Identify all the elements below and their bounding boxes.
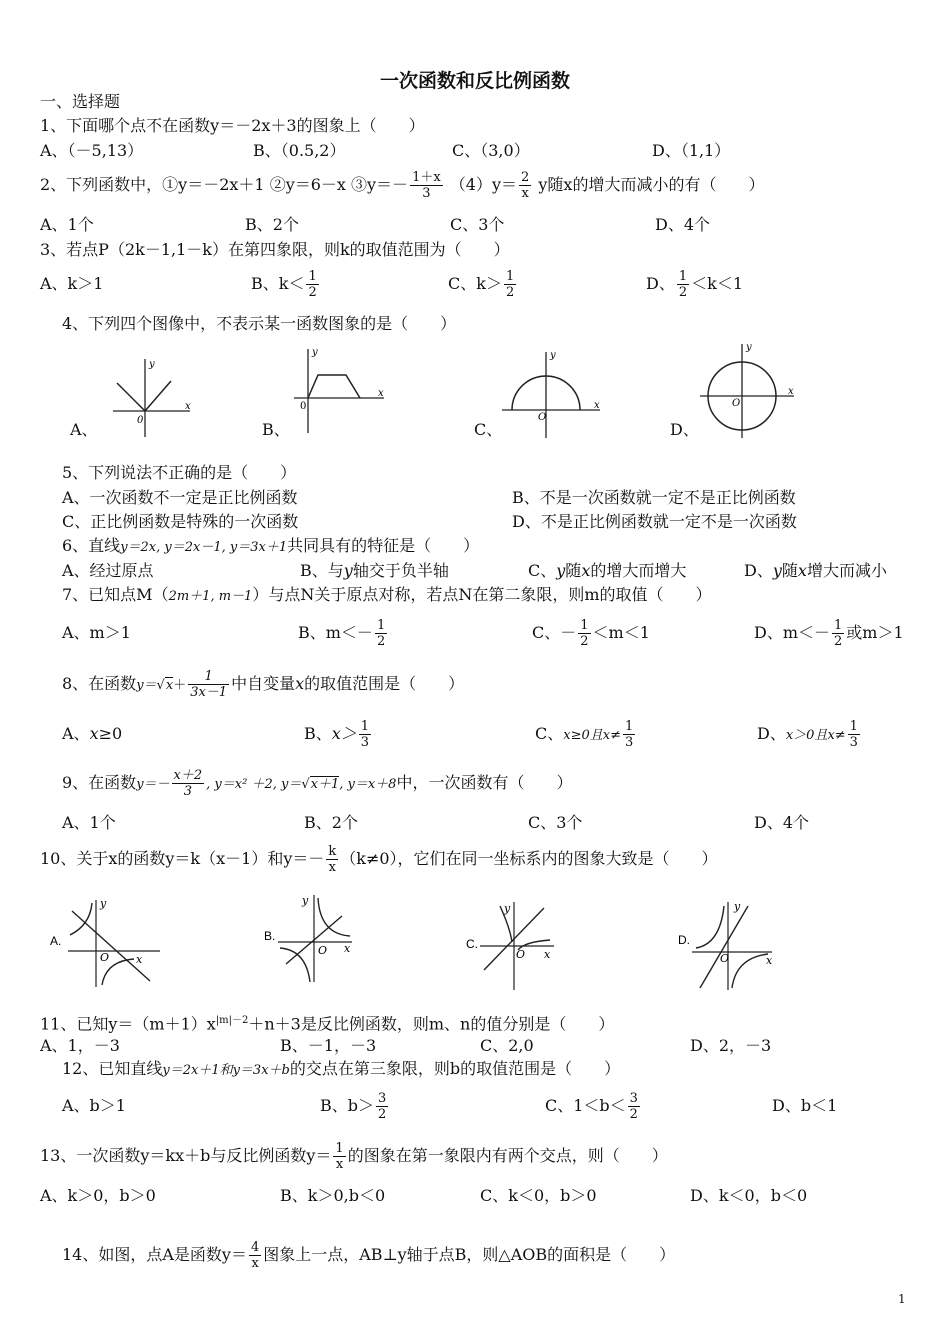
q3-option-b-den: 2 (308, 285, 317, 300)
q8-y-eq: y＝ (136, 678, 157, 693)
q5-option-d: D、不是正比例函数就一定不是一次函数 (512, 512, 797, 531)
q13-fraction (333, 1141, 345, 1172)
q10-fraction (326, 844, 338, 875)
q9-fraction (172, 768, 205, 799)
q1-option-b: B、（0.5,2） (253, 141, 346, 160)
q6-option-a: A、经过原点 (62, 561, 154, 580)
q5-option-b: B、不是一次函数就一定不是正比例函数 (512, 488, 796, 507)
q2-text-3: y随x的增大而减小的有（ ） (538, 175, 765, 194)
q3-stem: 3、若点P（2k－1,1－k）在第四象限，则k的取值范围为（ ） (40, 240, 510, 259)
q13-suffix: 的图象在第一象限内有两个交点，则（ ） (347, 1146, 668, 1165)
q6-option-c-text-1: C、 (528, 561, 557, 580)
q8-option-c-fraction (623, 719, 635, 750)
q10b-label: B. (264, 929, 276, 943)
q4d-x-label: x (788, 386, 794, 397)
q8-option-b-num: 1 (360, 719, 370, 734)
q10a-origin-label: O (100, 951, 110, 964)
q10b-hyperbola-branch-2 (280, 948, 310, 982)
q7-option-d-fraction (832, 618, 844, 649)
q7-option-b-num: 1 (376, 618, 386, 633)
q2-option-a: A、1个 (40, 215, 94, 234)
q4b-origin-label: 0 (300, 401, 307, 412)
q13-option-d: D、k＜0，b＜0 (690, 1186, 808, 1205)
q3-option-c-fraction (504, 269, 516, 300)
q4a-origin-label: 0 (137, 415, 144, 426)
q14-suffix: 图象上一点，AB⊥y轴于点B，则△AOB的面积是（ ） (263, 1245, 676, 1264)
q14-stem (62, 1236, 675, 1274)
q10d-x-label: x (766, 954, 773, 967)
q9-sqrt-arg: x＋1 (310, 777, 340, 792)
q13-prefix: 13、一次函数y＝kx＋b与反比例函数y＝ (40, 1146, 332, 1165)
q1-stem: 1、下面哪个点不在函数y＝－2x＋3的图象上（ ） (40, 116, 425, 135)
q8-plus: ＋ (173, 678, 187, 693)
q4-graph-b (288, 345, 388, 435)
q8-option-d-den: 3 (849, 735, 858, 750)
q7-option-b-text: B、m＜－ (298, 623, 373, 642)
q6-option-b-text-1: B、与 (300, 561, 344, 580)
q5-stem: 5、下列说法不正确的是（ ） (62, 463, 297, 482)
q3-option-c-den: 2 (505, 285, 515, 300)
q2-option-d: D、4个 (655, 215, 711, 234)
q10b-hyperbola-branch-1 (318, 898, 350, 936)
q3-option-b (251, 266, 321, 302)
q10d-line (700, 906, 748, 988)
q10-graph-d (678, 898, 778, 993)
q7-option-b-den: 2 (376, 634, 386, 649)
q8-option-a-var: x (89, 724, 99, 743)
q4-label-d: D、 (670, 420, 699, 439)
q8-option-a (62, 716, 122, 752)
q4a-right-branch (145, 381, 171, 411)
q8-text-2: 的取值范围是（ ） (304, 674, 465, 693)
q3-option-c (448, 266, 518, 302)
q10b-origin-label: O (318, 944, 328, 957)
q6-option-c-text-3: 的增大而增大 (590, 561, 687, 580)
q10b-y-label: y (302, 894, 309, 907)
q4b-y-label: y (312, 347, 318, 358)
q10d-hyperbola-branch-1 (696, 906, 724, 948)
q10-graph-c (466, 898, 566, 993)
q5-option-c: C、正比例函数是特殊的一次函数 (62, 512, 299, 531)
q6-stem (62, 536, 479, 558)
q8-option-b-den: 3 (360, 735, 370, 750)
q10b-x-label: x (344, 942, 351, 955)
q12-option-a: A、b＞1 (62, 1096, 126, 1115)
q6-option-b-text-2: 轴交于负半轴 (352, 561, 449, 580)
q12-prefix: 12、已知直线 (62, 1059, 163, 1078)
q2-text-2: （4）y＝ (449, 175, 517, 194)
q14-fraction-den: x (251, 1256, 259, 1271)
q12-option-b-fraction (376, 1091, 388, 1122)
q9-fraction-den: 3 (183, 784, 192, 799)
q6-option-d-text-3: 增大而减小 (806, 561, 887, 580)
q4-label-a: A、 (70, 420, 98, 439)
q6-option-d-text-1: D、 (744, 561, 773, 580)
q4d-origin-label: O (732, 398, 741, 409)
q8-option-c-text: C、 (535, 724, 564, 743)
q4-graph-a (105, 355, 200, 440)
q8-option-b (304, 716, 373, 752)
q7-option-c-prefix: C、－ (532, 623, 577, 642)
q6-expression: y＝2x, y＝2x－1, y＝3x＋1 (120, 540, 288, 555)
page-number: 1 (898, 1292, 906, 1306)
q7-option-d (754, 615, 904, 651)
q8-option-b-cond: x＞ (331, 724, 357, 743)
q6-option-c-var-x: x (581, 561, 591, 580)
q9-expr-2: , y＝x² ＋2, y＝ (206, 777, 302, 792)
q8-var-x: x (295, 674, 305, 693)
q10c-label: C. (466, 937, 478, 951)
q10c-origin-label: O (516, 948, 526, 961)
q12-option-d: D、b＜1 (772, 1096, 838, 1115)
q4c-x-label: x (594, 400, 600, 411)
q1-option-d: D、（1,1） (652, 141, 731, 160)
q12-option-b-den: 2 (378, 1107, 387, 1122)
q9-expr-1: y＝－ (136, 777, 170, 792)
q7-option-c (532, 615, 650, 651)
q14-fraction (249, 1240, 261, 1271)
q12-suffix: 的交点在第三象限，则b的取值范围是（ ） (289, 1059, 621, 1078)
q7-option-a: A、m＞1 (62, 623, 131, 642)
q3-option-c-text: C、k＞ (448, 274, 502, 293)
q6-option-b-var: y (343, 561, 353, 580)
q7-option-c-fraction (578, 618, 590, 649)
q8-option-d (757, 716, 862, 754)
q8-option-c-den: 3 (624, 735, 634, 750)
q6-option-c-text-2: 随 (565, 561, 582, 580)
q8-option-b-fraction (359, 719, 371, 750)
q8-option-d-fraction (848, 719, 860, 750)
q13-option-b: B、k＞0,b＜0 (280, 1186, 386, 1205)
q8-option-a-text: A、 (62, 724, 90, 743)
q9-option-c: C、3个 (528, 813, 583, 832)
q12-option-b (320, 1088, 390, 1124)
q8-sqrt-arg: x (165, 678, 174, 693)
q9-suffix: 中，一次函数有（ ） (396, 773, 573, 792)
q10d-y-label: y (734, 900, 741, 913)
q4-graph-c (500, 348, 605, 440)
q7-option-c-suffix: ＜m＜1 (592, 623, 650, 642)
q2-fraction-1-den: 3 (422, 186, 431, 201)
q8-option-b-text: B、 (304, 724, 332, 743)
q7-option-b-fraction (375, 618, 387, 649)
q12-option-b-num: 3 (378, 1091, 387, 1106)
q12-stem (62, 1059, 620, 1081)
q9-prefix: 9、在函数 (62, 773, 137, 792)
q6-option-c (528, 561, 686, 581)
q10-graph-a (50, 895, 165, 990)
q3-option-d-prefix: D、 (646, 274, 675, 293)
q4b-x-label: x (378, 388, 384, 399)
q12-expression: y＝2x＋1和y＝3x＋b (162, 1063, 290, 1078)
q10-suffix: （k≠0），它们在同一坐标系内的图象大致是（ ） (340, 849, 718, 868)
q10d-label: D. (678, 933, 690, 947)
q14-prefix: 14、如图，点A是函数y＝ (62, 1245, 247, 1264)
q9-option-a: A、1个 (62, 813, 116, 832)
q11-prefix: 11、已知y＝（m＋1）x (40, 1014, 216, 1034)
q2-fraction-2-num: 2 (521, 170, 530, 185)
q12-option-c (545, 1088, 642, 1124)
q10-fraction-den: x (328, 860, 336, 875)
q4a-x-label: x (185, 401, 191, 412)
q4c-origin-label: O (538, 412, 547, 423)
q3-option-b-fraction (306, 269, 318, 300)
q7-prefix: 7、已知点M（ (62, 585, 169, 604)
q11-exponent: |m|－2 (215, 1015, 249, 1026)
q5-option-a: A、一次函数不一定是正比例函数 (62, 488, 298, 507)
q13-fraction-den: x (335, 1157, 344, 1172)
q2-fraction-2-den: x (521, 186, 529, 201)
q13-option-a: A、k＞0，b＞0 (40, 1186, 156, 1205)
q8-fraction (188, 669, 229, 700)
q6-option-b (300, 561, 449, 581)
q10-prefix: 10、关于x的函数y＝k（x－1）和y＝－ (40, 849, 325, 868)
q7-option-c-num: 1 (580, 618, 589, 633)
q11-option-c: C、2,0 (480, 1036, 534, 1055)
q10a-x-label: x (136, 953, 143, 966)
q1-option-c: C、（3,0） (452, 141, 530, 160)
q6-suffix: 共同具有的特征是（ ） (287, 536, 480, 555)
q8-option-a-cond: ≥0 (98, 724, 123, 743)
section-heading: 一、选择题 (40, 92, 121, 111)
q7-option-d-num: 1 (834, 618, 843, 633)
q3-option-a: A、k＞1 (40, 274, 104, 293)
q11-option-d: D、2，－3 (690, 1036, 772, 1055)
q2-text-1: 2、下列函数中，①y＝－2x＋1 ②y＝6－x ③y＝－ (40, 175, 409, 194)
q2-fraction-1-num: 1＋x (412, 170, 441, 185)
q7-expression: 2m＋1, m－1 (168, 589, 253, 604)
q6-option-d-var-y: y (772, 561, 782, 580)
q12-option-c-text: C、1＜b＜ (545, 1096, 626, 1115)
q6-option-d-text-2: 随 (781, 561, 798, 580)
q8-fraction-num: 1 (188, 669, 229, 685)
q12-option-c-fraction (628, 1091, 640, 1122)
q4d-y-label: y (746, 342, 752, 353)
q13-stem (40, 1137, 668, 1175)
q7-option-d-den: 2 (834, 634, 843, 649)
q2-stem (40, 166, 764, 204)
q6-prefix: 6、直线 (62, 536, 121, 555)
q8-stem: 8、在函数y＝√x＋ $\frac{1}{3x-1}$ 中自变量x的取值范围是（ ） (62, 669, 465, 700)
q4-label-b: B、 (262, 420, 290, 439)
q10d-origin-label: O (720, 952, 730, 965)
q4b-trapezoid-curve (308, 375, 360, 398)
q8-option-d-text: D、 (757, 724, 786, 743)
q8-prefix: 8、在函数 (62, 674, 137, 693)
q6-option-c-var-y: y (556, 561, 566, 580)
q3-option-d-num: 1 (678, 269, 688, 284)
q10a-line (72, 911, 150, 981)
q9-stem: 9、在函数y＝－ $\frac{x+2}{3}$ , y＝x² ＋2, y＝√x＋1, y＝x＋8中，一次函数有（ ） (62, 768, 573, 799)
q8-option-d-cond: x＞0且x≠ (785, 728, 846, 743)
q7-option-c-den: 2 (580, 634, 589, 649)
q4-label-c: C、 (474, 420, 503, 439)
q9-expr-3: , y＝x＋8 (339, 777, 397, 792)
q7-option-b (298, 615, 389, 651)
q8-option-c (535, 716, 637, 754)
q11-option-b: B、－1，－3 (280, 1036, 377, 1055)
page-title: 一次函数和反比例函数 (379, 70, 570, 92)
q3-option-d-den: 2 (678, 285, 688, 300)
q3-option-b-num: 1 (308, 269, 317, 284)
q6-option-d-var-x: x (797, 561, 807, 580)
q12-option-b-text: B、b＞ (320, 1096, 375, 1115)
q3-option-c-num: 1 (505, 269, 515, 284)
q8-option-c-cond: x≥0且x≠ (563, 728, 621, 743)
q8-text-1: 中自变量 (231, 674, 296, 693)
q1-option-a: A、（－5,13） (40, 141, 144, 160)
q10-stem (40, 840, 718, 878)
q6-option-d (744, 561, 887, 581)
q8-option-c-num: 1 (624, 719, 634, 734)
q12-option-c-num: 3 (629, 1091, 638, 1106)
q3-option-d-text: ＜k＜1 (691, 274, 744, 293)
q10c-y-label: y (504, 902, 511, 915)
q7-option-d-prefix: D、m＜－ (754, 623, 831, 642)
q4-graph-d (698, 340, 803, 440)
q9-option-b: B、2个 (304, 813, 358, 832)
q4c-y-label: y (550, 350, 556, 361)
q7-suffix: ）与点N关于原点对称，若点N在第二象限，则m的取值（ ） (252, 585, 712, 604)
q11-option-a: A、1，－3 (40, 1036, 120, 1055)
q10a-label: A. (50, 934, 62, 948)
q10d-hyperbola-branch-2 (732, 954, 768, 988)
q9-fraction-num: x＋2 (173, 768, 203, 783)
q8-option-d-num: 1 (849, 719, 858, 734)
q4a-y-label: y (149, 359, 155, 370)
q3-option-d (646, 266, 743, 302)
q3-option-d-fraction (677, 269, 689, 300)
q13-option-c: C、k＜0，b＞0 (480, 1186, 597, 1205)
q3-option-b-text: B、k＜ (251, 274, 305, 293)
q10-graph-b (264, 890, 369, 985)
q10c-x-label: x (544, 948, 551, 961)
q9-option-d: D、4个 (754, 813, 810, 832)
q11-stem (40, 1011, 614, 1034)
q14-fraction-num: 4 (250, 1240, 260, 1255)
q2-option-c: C、3个 (450, 215, 505, 234)
q8-fraction-den: 3x－1 (190, 685, 228, 700)
q2-option-b: B、2个 (245, 215, 299, 234)
q10a-y-label: y (100, 897, 107, 910)
q13-fraction-num: 1 (335, 1141, 344, 1156)
q7-option-d-suffix: 或m＞1 (846, 623, 904, 642)
q12-option-c-den: 2 (629, 1107, 638, 1122)
q2-fraction-1 (410, 170, 443, 201)
q11-suffix: ＋n＋3是反比例函数，则m、n的值分别是（ ） (248, 1014, 615, 1034)
q4-stem: 4、下列四个图像中，不表示某一函数图象的是（ ） (62, 314, 457, 333)
q2-fraction-2 (519, 170, 531, 201)
q7-stem (62, 585, 712, 607)
q10-fraction-num: k (328, 844, 337, 859)
q4a-left-branch (117, 383, 145, 411)
